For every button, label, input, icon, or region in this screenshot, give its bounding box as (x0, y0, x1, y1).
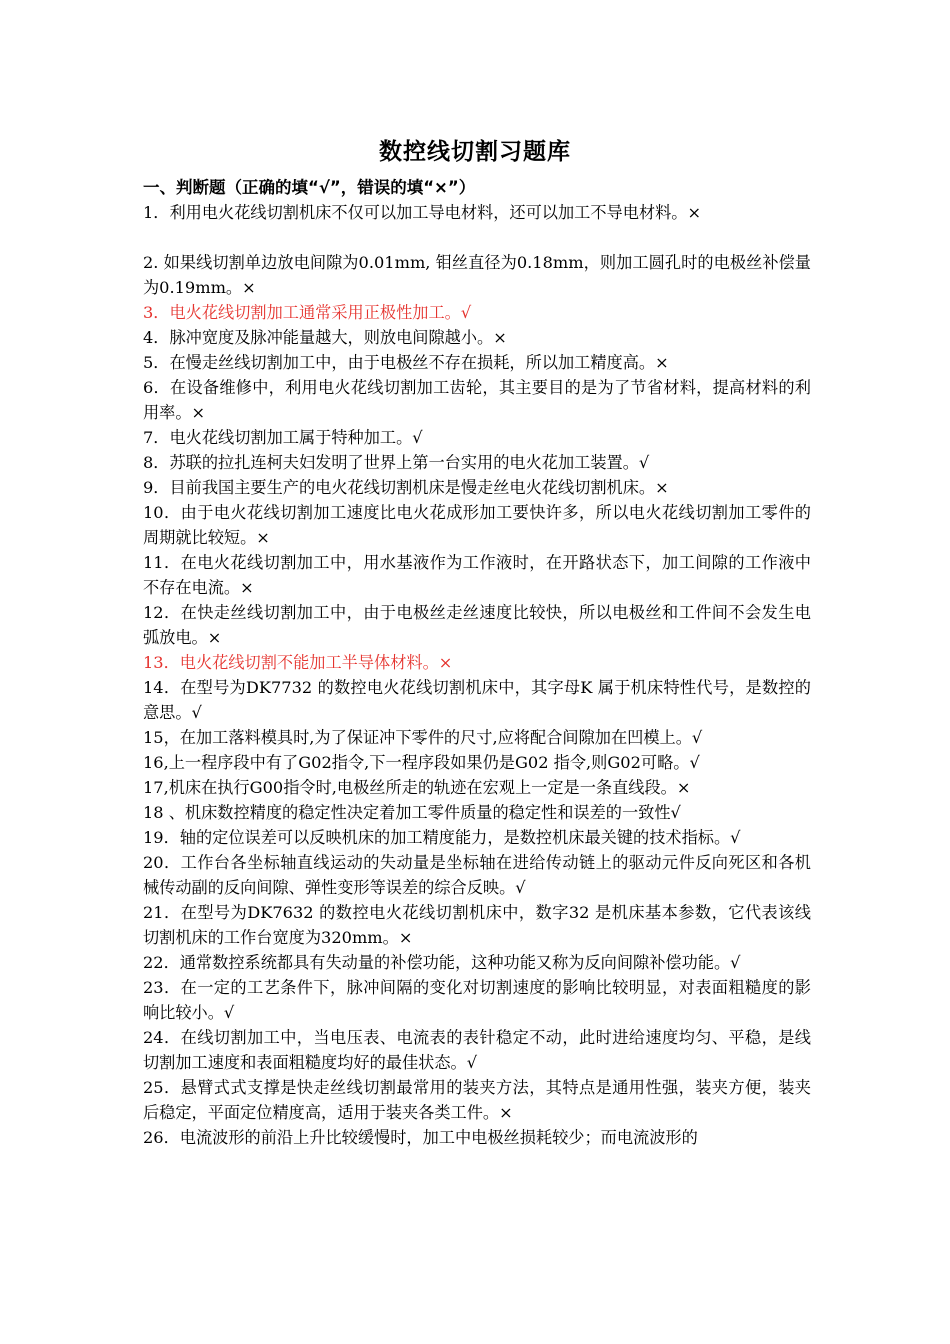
question-item: 16,上一程序段中有了G02指令,下一程序段如果仍是G02 指令,则G02可略。√ (143, 753, 700, 772)
question-item: 9．目前我国主要生产的电火花线切割机床是慢走丝电火花线切割机床。× (143, 478, 669, 497)
question-item: 17,机床在执行G00指令时,电极丝所走的轨迹在宏观上一定是一条直线段。× (143, 778, 691, 797)
question-item: 2. 如果线切割单边放电间隙为0.01mm, 钼丝直径为0.18mm，则加工圆孔时的电极丝补偿量为0.19mm。× (143, 253, 811, 297)
question-item: 21．在型号为DK7632 的数控电火花线切割机床中，数字32 是机床基本参数，它代表该线切割机床的工作台宽度为320mm。× (143, 903, 811, 947)
question-item: 13．电火花线切割不能加工半导体材料。× (143, 653, 453, 672)
question-item: 7．电火花线切割加工属于特种加工。√ (143, 428, 423, 447)
question-item: 5．在慢走丝线切割加工中，由于电极丝不存在损耗，所以加工精度高。× (143, 353, 669, 372)
question-item: 25．悬臂式式支撑是快走丝线切割最常用的装夹方法，其特点是通用性强，装夹方便，装夹后稳定，平面定位精度高，适用于装夹各类工件。× (143, 1078, 811, 1122)
question-item: 8．苏联的拉扎连柯夫妇发明了世界上第一台实用的电火花加工装置。√ (143, 453, 650, 472)
question-item: 20．工作台各坐标轴直线运动的失动量是坐标轴在进给传动链上的驱动元件反向死区和各机械传动副的反向间隙、弹性变形等误差的综合反映。√ (143, 853, 811, 897)
question-list (143, 200, 811, 1150)
question-item: 18 、机床数控精度的稳定性决定着加工零件质量的稳定性和误差的一致性√ (143, 803, 681, 822)
question-item: 23．在一定的工艺条件下，脉冲间隔的变化对切割速度的影响比较明显，对表面粗糙度的影响比较小。√ (143, 978, 811, 1022)
document-title: 数控线切割习题库 (379, 139, 571, 165)
question-item: 3．电火花线切割加工通常采用正极性加工。√ (143, 303, 472, 322)
question-item: 22．通常数控系统都具有失动量的补偿功能，这种功能又称为反向间隙补偿功能。√ (143, 953, 741, 972)
question-item: 10．由于电火花线切割加工速度比电火花成形加工要快许多，所以电火花线切割加工零件的周期就比较短。× (143, 503, 811, 547)
section-heading: 一、判断题（正确的填“√”，错误的填“×”） (143, 178, 476, 197)
question-item: 12．在快走丝线切割加工中，由于电极丝走丝速度比较快，所以电极丝和工件间不会发生电弧放电。× (143, 603, 811, 647)
question-item: 26．电流波形的前沿上升比较缓慢时，加工中电极丝损耗较少；而电流波形的 (143, 1128, 698, 1147)
question-item: 11．在电火花线切割加工中，用水基液作为工作液时，在开路状态下，加工间隙的工作液中不存在电流。× (143, 553, 811, 597)
question-item: 24．在线切割加工中，当电压表、电流表的表针稳定不动，此时进给速度均匀、平稳，是线切割加工速度和表面粗糙度均好的最佳状态。√ (143, 1028, 811, 1072)
question-item: 1．利用电火花线切割机床不仅可以加工导电材料，还可以加工不导电材料。× (143, 203, 702, 222)
question-item: 15，在加工落料模具时,为了保证冲下零件的尺寸,应将配合间隙加在凹模上。√ (143, 728, 703, 747)
question-item: 19．轴的定位误差可以反映机床的加工精度能力，是数控机床最关键的技术指标。√ (143, 828, 741, 847)
question-item: 4．脉冲宽度及脉冲能量越大，则放电间隙越小。× (143, 328, 507, 347)
question-item: 14．在型号为DK7732 的数控电火花线切割机床中，其字母K 属于机床特性代号，是数控的意思。√ (143, 678, 811, 722)
question-item: 6．在设备维修中，利用电火花线切割加工齿轮，其主要目的是为了节省材料，提高材料的利用率。× (143, 378, 811, 422)
